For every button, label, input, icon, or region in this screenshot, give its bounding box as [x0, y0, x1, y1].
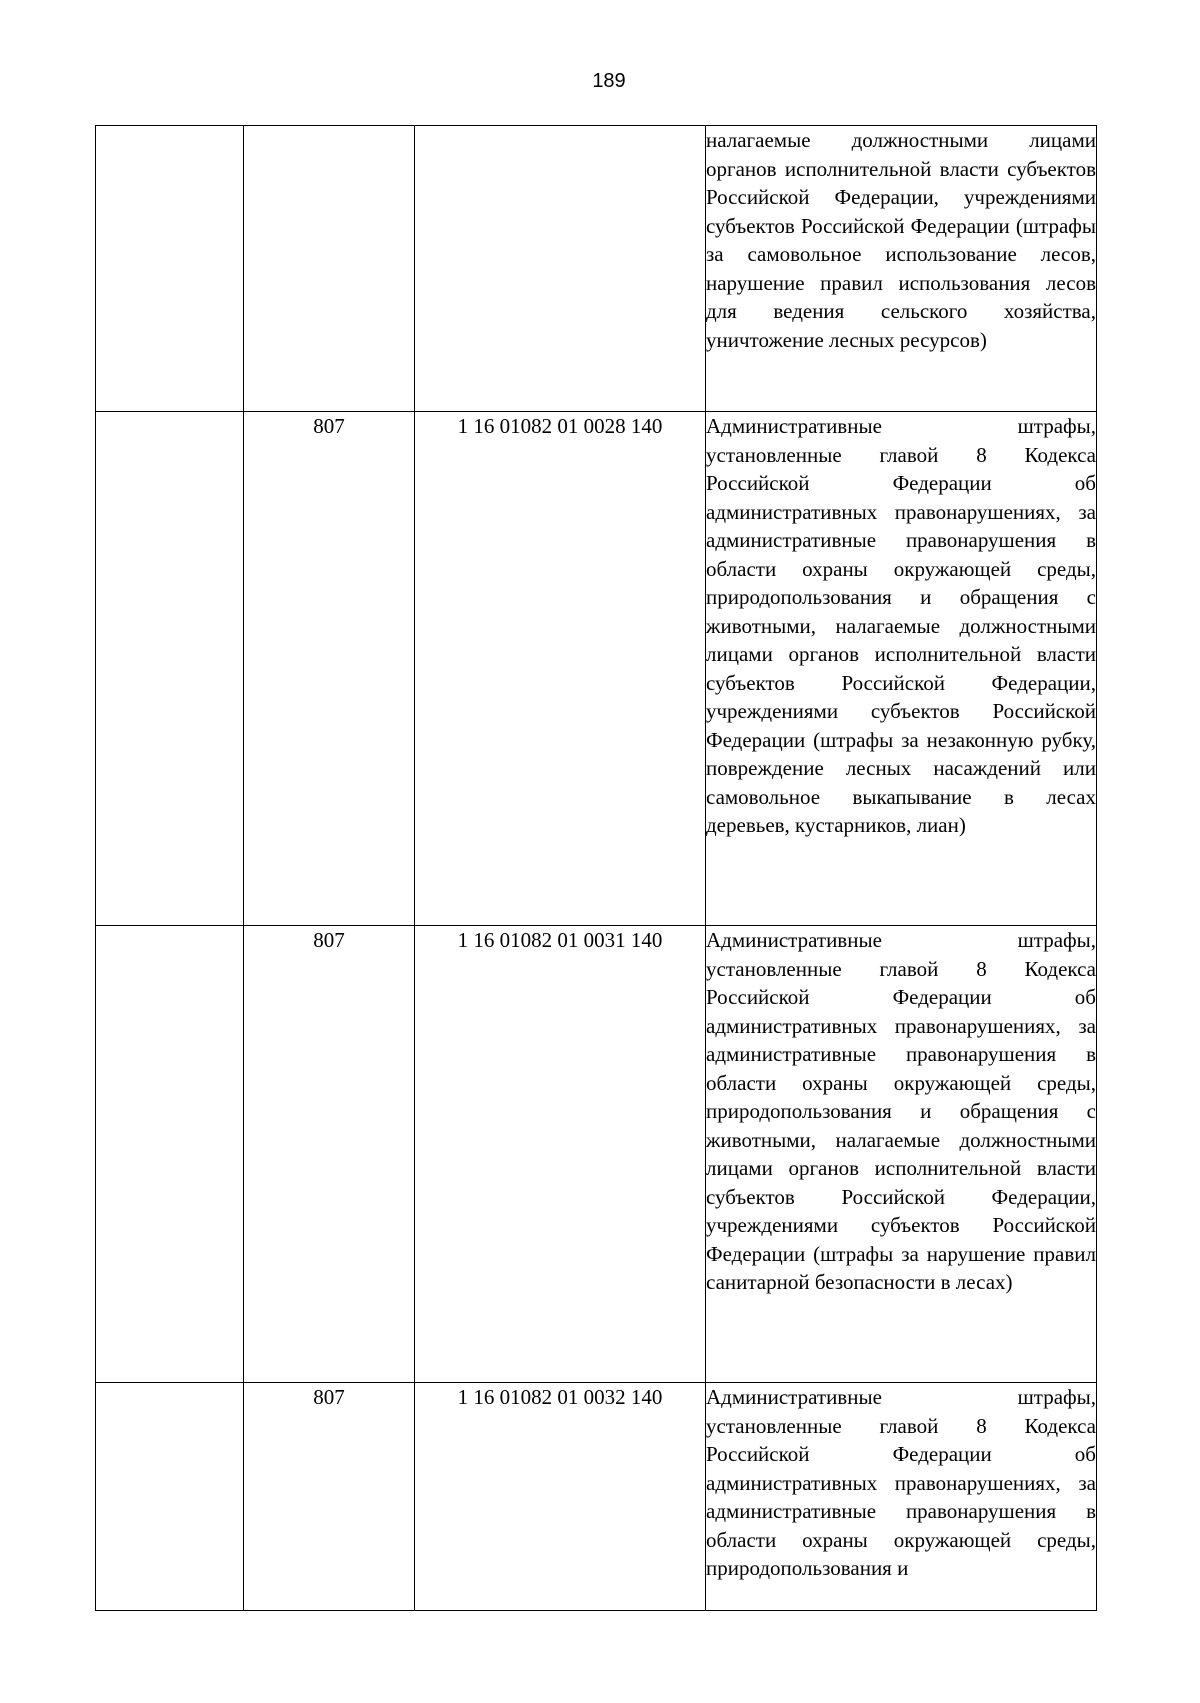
table-row: [96, 1383, 1097, 1611]
description-cell: [706, 126, 1097, 412]
description-text: налагаемые должностными лицами органов исполнительной власти субъектов Российской Федерации, учреждениями субъектов Российской Федерации (штрафы за самовольное использование лесов, нарушение правил использования лесов для ведения сельского хозяйства, уничтожение лесных ресурсов): [706, 128, 1096, 352]
description-text: Административные штрафы, установленные главой 8 Кодекса Российской Федерации об административных правонарушениях, за административные правонарушения в области охраны окружающей среды, природопользования и: [706, 1385, 1096, 1580]
description-text: Административные штрафы, установленные главой 8 Кодекса Российской Федерации об административных правонарушениях, за административные правонарушения в области охраны окружающей среды, природопользования и обращения с животными, налагаемые должностными лицами органов исполнительной власти субъектов Российской Федерации, учреждениями субъектов Российской Федерации (штрафы за незаконную рубку, повреждение лесных насаждений или самовольное выкапывание в лесах деревьев, кустарников, лиан): [706, 414, 1096, 837]
kbk-code-cell: 1 16 01082 01 0032 140: [415, 1383, 706, 1611]
admin-code-cell: 807: [244, 412, 415, 926]
page-number: 189: [592, 70, 626, 92]
description-cell: [706, 1383, 1097, 1611]
kbk-code-cell: 1 16 01082 01 0028 140: [415, 412, 706, 926]
kbk-code-cell: [415, 126, 706, 412]
admin-code-cell: [244, 126, 415, 412]
empty-cell: [96, 126, 244, 412]
table-row: [96, 926, 1097, 1383]
description-cell: [706, 412, 1097, 926]
description-cell: [706, 926, 1097, 1383]
table-row: [96, 412, 1097, 926]
kbk-code-cell: 1 16 01082 01 0031 140: [415, 926, 706, 1383]
empty-cell: [96, 412, 244, 926]
empty-cell: [96, 1383, 244, 1611]
empty-cell: [96, 926, 244, 1383]
table-row: [96, 126, 1097, 412]
admin-code-cell: 807: [244, 926, 415, 1383]
admin-code-cell: 807: [244, 1383, 415, 1611]
description-text: Административные штрафы, установленные главой 8 Кодекса Российской Федерации об административных правонарушениях, за административные правонарушения в области охраны окружающей среды, природопользования и обращения с животными, налагаемые должностными лицами органов исполнительной власти субъектов Российской Федерации, учреждениями субъектов Российской Федерации (штрафы за нарушение правил санитарной безопасности в лесах): [706, 928, 1096, 1294]
budget-codes-table: [95, 125, 1097, 1611]
